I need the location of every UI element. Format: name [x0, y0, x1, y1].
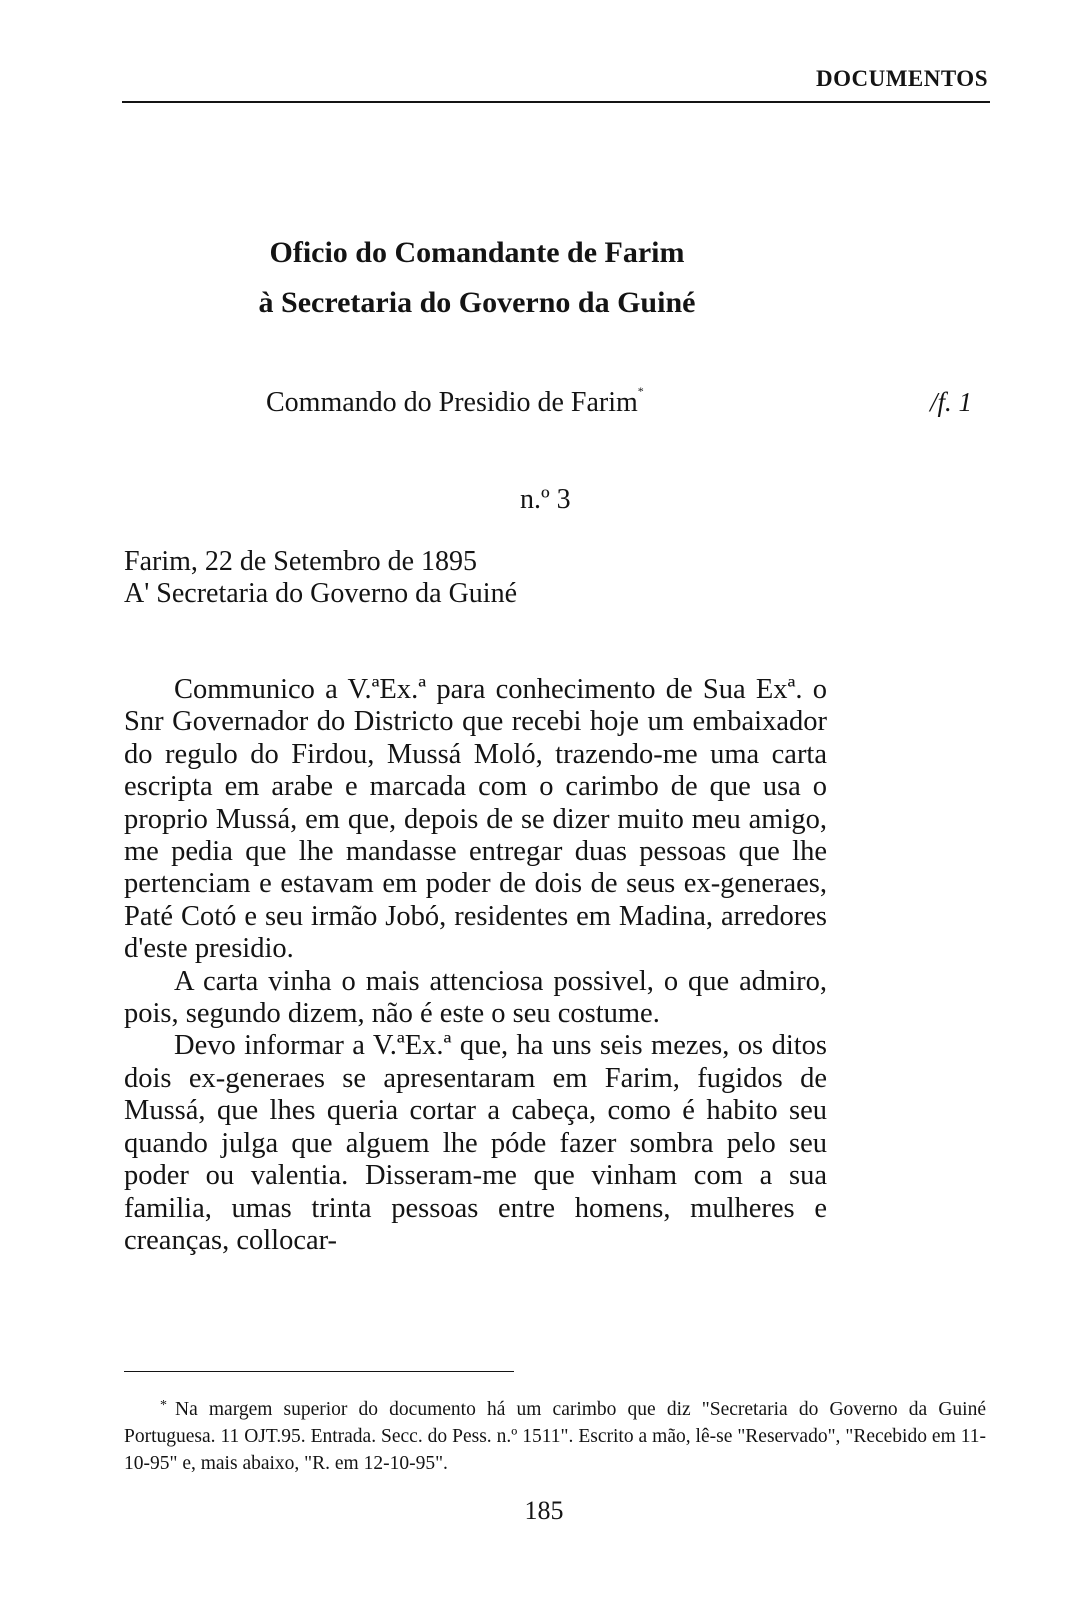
document-title-line-1: Oficio do Comandante de Farim — [269, 236, 685, 269]
document-title-line-2: à Secretaria do Governo da Guiné — [258, 286, 696, 319]
letter-number: n.º 3 — [520, 484, 571, 515]
page-number: 185 — [524, 1496, 564, 1525]
body-paragraph-2: A carta vinha o mais attenciosa possivel, o que admiro, pois, segundo dizem, não é este o seu costume. — [124, 965, 827, 1030]
footnote-rule — [124, 1371, 514, 1372]
letterhead-command — [266, 384, 644, 419]
letter-body — [124, 674, 827, 1257]
footnote — [124, 1392, 986, 1477]
folio-mark: /f. 1 — [930, 387, 973, 417]
footnote-text: Na margem superior do documento há um carimbo que diz "Secretaria do Governo da Guiné Portuguesa. 11 OJT.95. Entrada. Secc. do Pess. n.º 1511". Escrito a mão, lê-se "Reservado", "Recebido em 11-10-95" e, mais abaixo, "R. em 12-10-95". — [124, 1399, 986, 1474]
place-date: Farim, 22 de Setembro de 1895 — [124, 546, 478, 577]
letterhead-command-text: Commando do Presidio de Farim — [266, 387, 638, 418]
addressee: A' Secretaria do Governo da Guiné — [124, 578, 518, 609]
header-rule — [122, 101, 990, 103]
running-head: DOCUMENTOS — [816, 66, 988, 91]
footnote-marker: * — [160, 1398, 167, 1413]
body-paragraph-3: Devo informar a V.ªEx.ª que, ha uns seis mezes, os ditos dois ex-generaes se apresentaram em Farim, fugidos de Mussá, que lhes queria cortar a cabeça, como é habito seu quando julga que alguem lhe póde fazer sombra pelo seu poder ou valentia. Disseram-me que vinham com a sua familia, umas trinta pessoas entre homens, mulheres e creanças, collocar- — [124, 1030, 827, 1256]
letterhead-footnote-marker: * — [637, 384, 644, 398]
body-paragraph-1: Communico a V.ªEx.ª para conhecimento de Sua Exª. o Snr Governador do Districto que recebi hoje um embaixador do regulo do Firdou, Mussá Moló, trazendo-me uma carta escripta em arabe e marcada com o carimbo de que usa o proprio Mussá, em que, depois de se dizer muito meu amigo, me pedia que lhe mandasse entregar duas pessoas que lhe pertenciam e estavam em poder de dois de seus ex-generaes, Paté Cotó e seu irmão Jobó, residentes em Madina, arredores d'este presidio. — [124, 674, 827, 965]
